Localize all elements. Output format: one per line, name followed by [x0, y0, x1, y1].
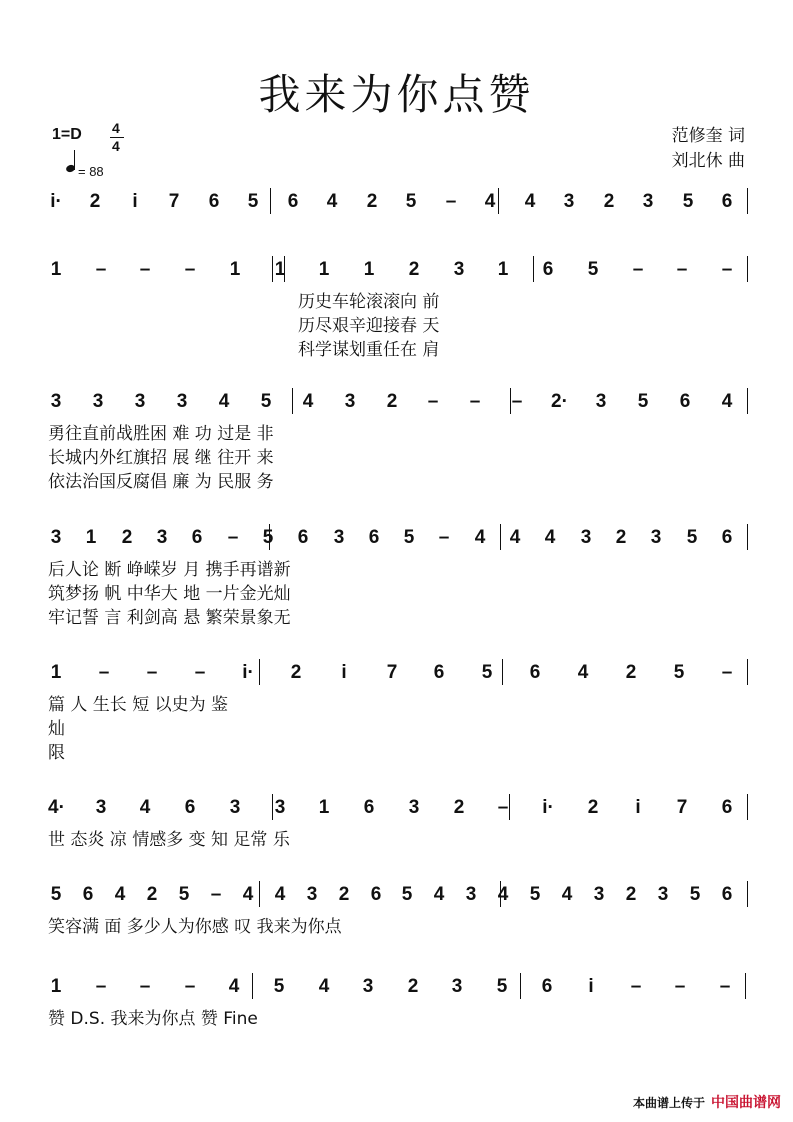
note: 4 — [228, 976, 240, 997]
note: 2 — [146, 884, 158, 905]
note: 5 — [529, 884, 541, 905]
note: 6 — [529, 662, 541, 683]
lyric-line: 篇 人 生长 短 以史为 鉴 — [48, 695, 229, 715]
note: 5 — [262, 527, 274, 548]
note: 1 — [274, 259, 286, 280]
note: 5 — [481, 662, 493, 683]
note: i· — [50, 191, 62, 212]
note: 5 — [50, 884, 62, 905]
note: 3 — [650, 527, 662, 548]
note: 3 — [580, 527, 592, 548]
note: 6 — [82, 884, 94, 905]
note: 4 — [242, 884, 254, 905]
note: 4 — [721, 391, 733, 412]
lyric-line: 勇往直前战胜困 难 功 过是 非 — [48, 424, 274, 444]
note: i — [341, 662, 347, 683]
bar-line — [745, 973, 746, 999]
note: – — [676, 259, 688, 280]
note: 4 — [509, 527, 521, 548]
note: – — [146, 662, 158, 683]
note: 7 — [168, 191, 180, 212]
note: 1 — [50, 662, 62, 683]
note: 2 — [366, 191, 378, 212]
lyric-line: 科学谋划重任在 肩 — [298, 340, 440, 360]
note: 4 — [433, 884, 445, 905]
note: 3 — [453, 259, 465, 280]
note: 1 — [318, 259, 330, 280]
note: 3 — [156, 527, 168, 548]
note: 6 — [721, 191, 733, 212]
note: 6 — [542, 259, 554, 280]
note: – — [721, 662, 733, 683]
note: – — [184, 259, 196, 280]
note: 4 — [302, 391, 314, 412]
note: 7 — [386, 662, 398, 683]
note: 2 — [453, 797, 465, 818]
note: 2 — [408, 259, 420, 280]
bar-line — [500, 524, 501, 550]
note: 6 — [721, 884, 733, 905]
page-title: 我来为你点赞 — [258, 70, 535, 119]
note: 2 — [625, 662, 637, 683]
key-signature: 1=D — [52, 126, 82, 143]
bar-line — [259, 881, 260, 907]
lyric-line: 后人论 断 峥嵘岁 月 携手再谱新 — [48, 560, 291, 580]
note: 2· — [551, 391, 568, 412]
note: 3 — [657, 884, 669, 905]
note: – — [139, 259, 151, 280]
note: 2 — [89, 191, 101, 212]
bar-line — [252, 973, 253, 999]
note: i — [588, 976, 594, 997]
note: i· — [242, 662, 254, 683]
note: 6 — [433, 662, 445, 683]
note: 4 — [218, 391, 230, 412]
note: – — [511, 391, 523, 412]
lyric-line: 历史车轮滚滚向 前 — [298, 292, 440, 312]
note: i· — [542, 797, 554, 818]
note: 5 — [401, 884, 413, 905]
note: 1 — [363, 259, 375, 280]
note: 4 — [497, 884, 509, 905]
note: 2 — [290, 662, 302, 683]
note: – — [719, 976, 731, 997]
note: – — [674, 976, 686, 997]
note: – — [632, 259, 644, 280]
note: 3 — [306, 884, 318, 905]
note: 3 — [595, 391, 607, 412]
note: 3 — [274, 797, 286, 818]
note: 2 — [625, 884, 637, 905]
bar-line — [747, 388, 748, 414]
note: – — [438, 527, 450, 548]
bar-line — [747, 188, 748, 214]
bar-line — [292, 388, 293, 414]
lyric-line: 长城内外红旗招 展 继 往开 来 — [48, 448, 274, 468]
note: 4 — [524, 191, 536, 212]
lyric-line: 世 态炎 凉 情感多 变 知 足常 乐 — [48, 830, 290, 850]
note: 2 — [407, 976, 419, 997]
note: 3 — [50, 391, 62, 412]
bar-line — [498, 188, 499, 214]
note: 3 — [176, 391, 188, 412]
lyric-line: 依法治国反腐倡 廉 为 民服 务 — [48, 472, 274, 492]
note: 3 — [92, 391, 104, 412]
lyric-line: 筑梦扬 帆 中华大 地 一片金光灿 — [48, 584, 291, 604]
note: 5 — [682, 191, 694, 212]
site-logo: 中国曲谱网 — [711, 1095, 781, 1111]
footer-text: 本曲谱上传于 — [632, 1096, 705, 1110]
note: 4 — [114, 884, 126, 905]
bar-line — [747, 524, 748, 550]
note: 3 — [642, 191, 654, 212]
note: – — [227, 527, 239, 548]
note: 3 — [563, 191, 575, 212]
note: 3 — [451, 976, 463, 997]
note: 3 — [362, 976, 374, 997]
note: 1 — [85, 527, 97, 548]
note: 3 — [593, 884, 605, 905]
note: 5 — [587, 259, 599, 280]
bar-line — [502, 659, 503, 685]
lyric-line: 灿 — [48, 719, 65, 739]
note: 4 — [484, 191, 496, 212]
note: – — [95, 259, 107, 280]
note: 5 — [689, 884, 701, 905]
note: – — [98, 662, 110, 683]
bar-line — [747, 794, 748, 820]
note: 3 — [344, 391, 356, 412]
note: 6 — [363, 797, 375, 818]
note: 6 — [297, 527, 309, 548]
tempo-stem — [74, 150, 75, 170]
note: i — [132, 191, 138, 212]
note: 5 — [273, 976, 285, 997]
note: 4· — [48, 797, 65, 818]
note: 5 — [673, 662, 685, 683]
note: 6 — [287, 191, 299, 212]
note: 2 — [386, 391, 398, 412]
note: 6 — [370, 884, 382, 905]
note: 2 — [615, 527, 627, 548]
note: 1 — [50, 976, 62, 997]
note: 4 — [318, 976, 330, 997]
note: 6 — [679, 391, 691, 412]
note: 4 — [139, 797, 151, 818]
tempo-marking: = 88 — [78, 164, 104, 179]
note: 5 — [686, 527, 698, 548]
note: 5 — [496, 976, 508, 997]
note: 4 — [326, 191, 338, 212]
composer-credit: 刘北休 曲 — [671, 151, 745, 171]
note: 5 — [178, 884, 190, 905]
note: 5 — [405, 191, 417, 212]
note: 2 — [587, 797, 599, 818]
note: 4 — [577, 662, 589, 683]
note: 3 — [333, 527, 345, 548]
note: 2 — [338, 884, 350, 905]
bar-line — [747, 881, 748, 907]
note: 3 — [408, 797, 420, 818]
note: 6 — [721, 527, 733, 548]
note: 6 — [191, 527, 203, 548]
note: – — [194, 662, 206, 683]
note: 5 — [403, 527, 415, 548]
note: 6 — [208, 191, 220, 212]
note: 3 — [229, 797, 241, 818]
note: – — [95, 976, 107, 997]
note: 5 — [247, 191, 259, 212]
note: 1 — [50, 259, 62, 280]
note: 4 — [474, 527, 486, 548]
footer-credit — [633, 1092, 781, 1112]
lyric-line: 限 — [48, 743, 65, 763]
lyric-line: 笑容满 面 多少人为你感 叹 我来为你点 — [48, 917, 342, 937]
lyric-line: 赞 D.S. 我来为你点 赞 Fine — [48, 1009, 258, 1029]
note: 6 — [541, 976, 553, 997]
note: 5 — [637, 391, 649, 412]
note: – — [139, 976, 151, 997]
lyric-line: 历尽艰辛迎接春 天 — [298, 316, 440, 336]
bar-line — [520, 973, 521, 999]
note: 6 — [184, 797, 196, 818]
bar-line — [747, 659, 748, 685]
note: – — [469, 391, 481, 412]
note: 2 — [121, 527, 133, 548]
bar-line — [270, 188, 271, 214]
note: – — [445, 191, 457, 212]
note: 6 — [368, 527, 380, 548]
note: – — [210, 884, 222, 905]
note: – — [721, 259, 733, 280]
time-signature-top: 4 — [112, 120, 120, 136]
lyricist-credit: 范修奎 词 — [671, 126, 745, 146]
bar-line — [747, 256, 748, 282]
time-signature-bottom: 4 — [112, 138, 120, 154]
note: 2 — [603, 191, 615, 212]
note: – — [630, 976, 642, 997]
bar-line — [533, 256, 534, 282]
note: – — [184, 976, 196, 997]
note: 1 — [318, 797, 330, 818]
note: 3 — [465, 884, 477, 905]
note: 7 — [676, 797, 688, 818]
lyric-line: 牢记誓 言 利剑高 悬 繁荣景象无 — [48, 608, 291, 628]
note: 1 — [229, 259, 241, 280]
bar-line — [259, 659, 260, 685]
note: – — [497, 797, 509, 818]
note: i — [635, 797, 641, 818]
note: 4 — [274, 884, 286, 905]
note: 3 — [134, 391, 146, 412]
note: 1 — [497, 259, 509, 280]
note: – — [427, 391, 439, 412]
note: 4 — [544, 527, 556, 548]
note: 3 — [50, 527, 62, 548]
note: 3 — [95, 797, 107, 818]
note: 4 — [561, 884, 573, 905]
note: 6 — [721, 797, 733, 818]
note: 5 — [260, 391, 272, 412]
